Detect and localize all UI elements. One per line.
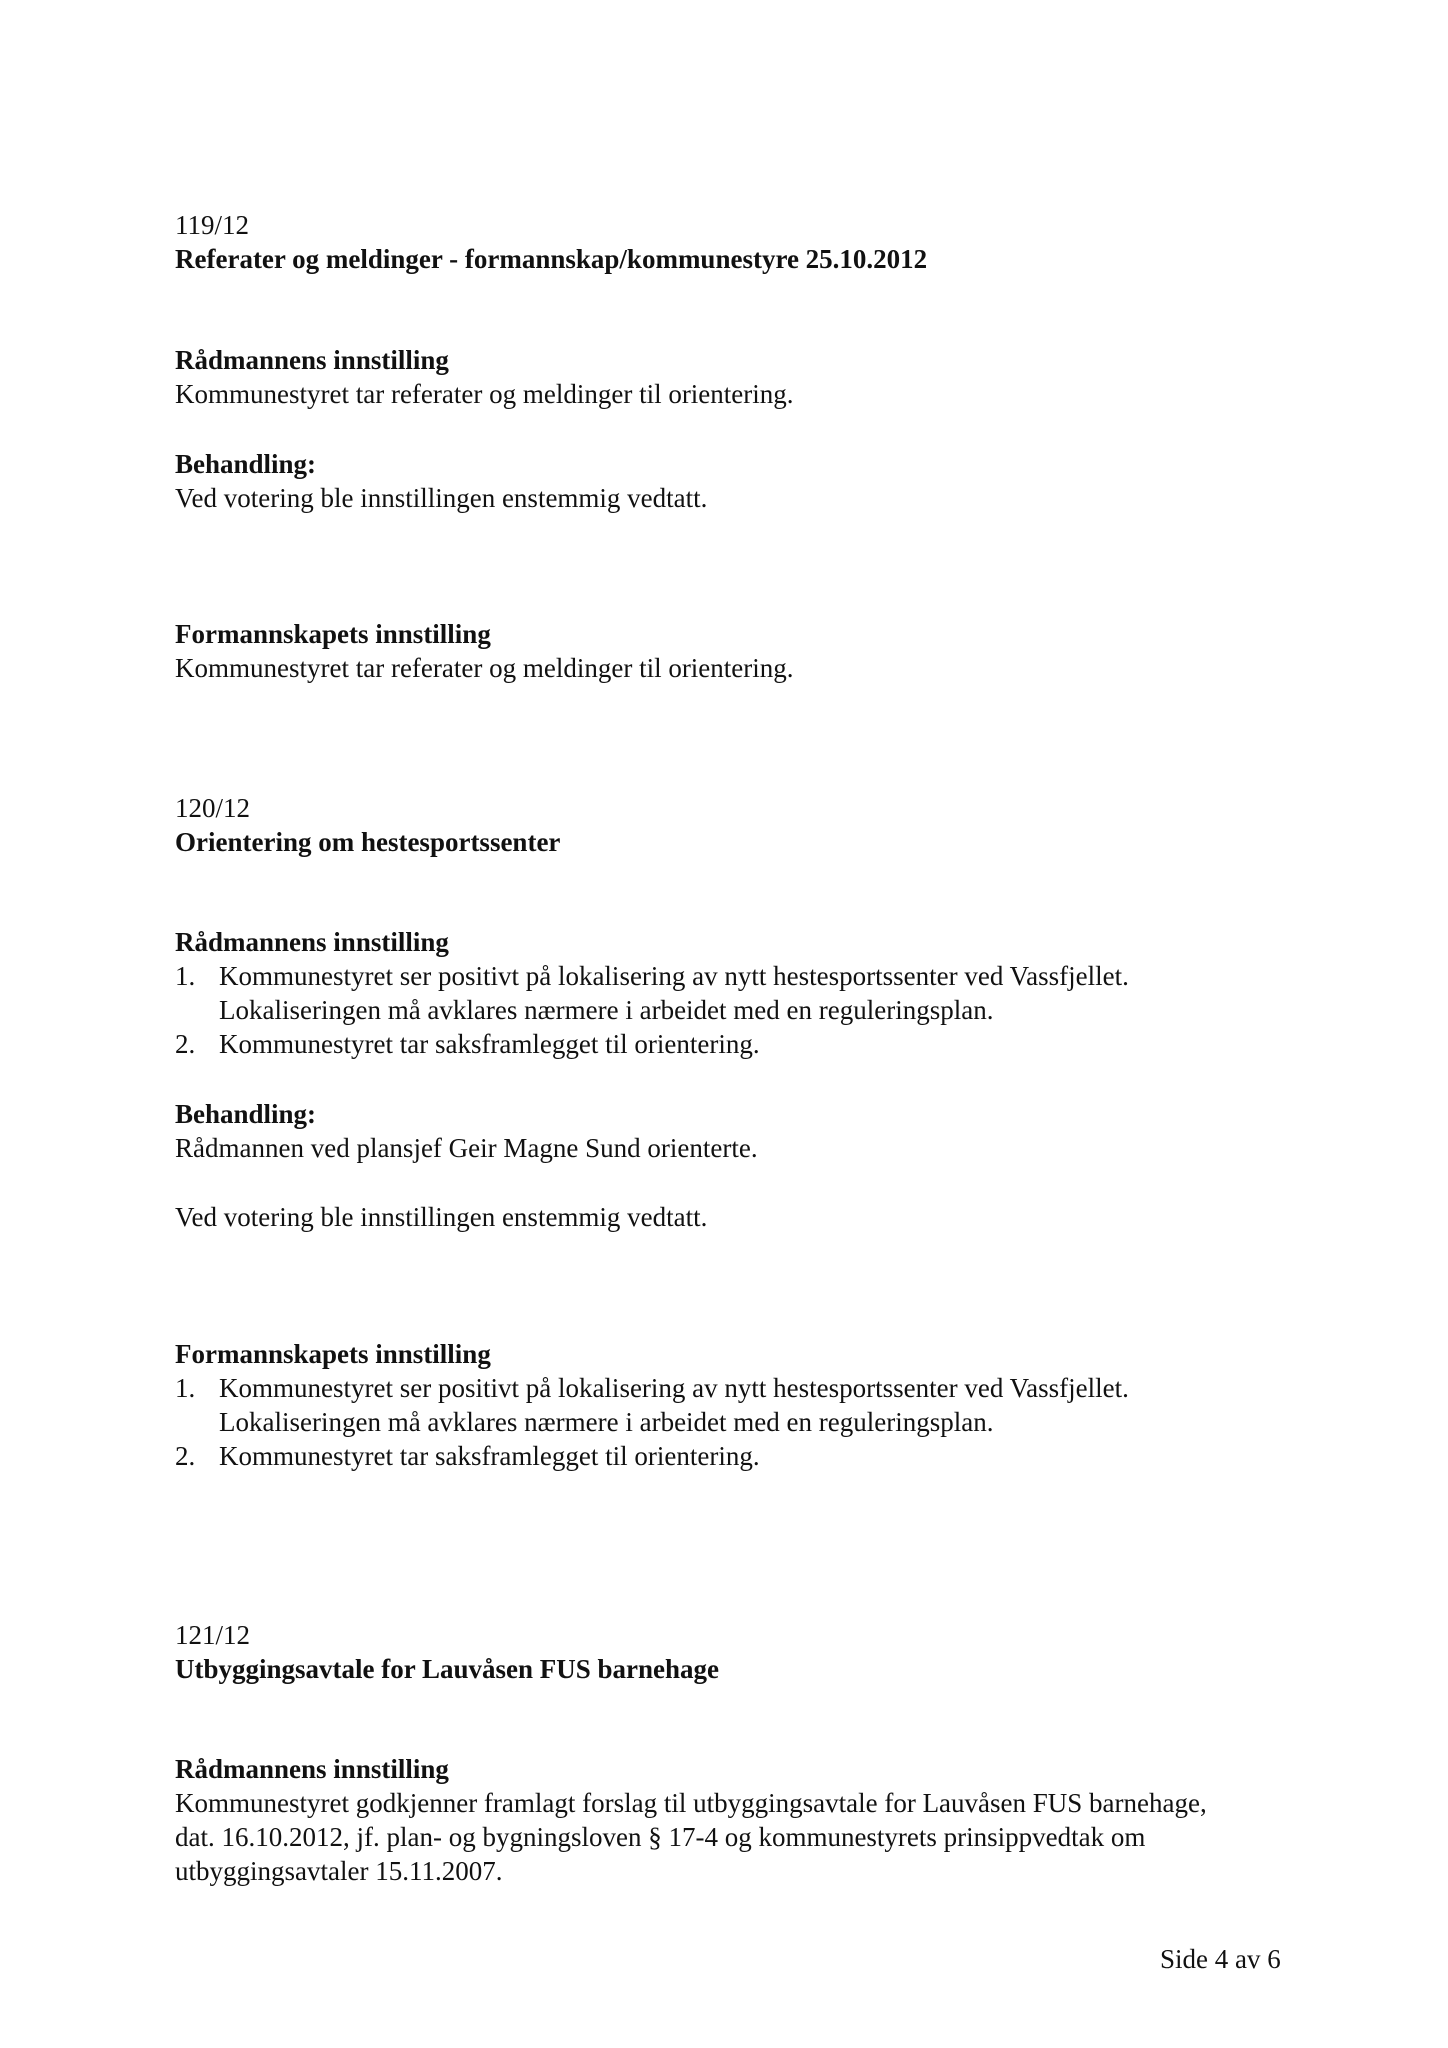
list-item — [175, 1027, 1295, 1061]
formannskap-text: Kommunestyret tar referater og meldinger til orientering. — [175, 653, 794, 683]
case-120-behandling — [175, 1097, 1295, 1165]
radmann-list — [175, 959, 1295, 1061]
list-item — [175, 1371, 1295, 1405]
list-text: Kommunestyret tar saksframlegget til orientering. — [219, 1029, 760, 1059]
case-number: 120/12 — [175, 793, 251, 823]
list-text: Lokaliseringen må avklares nærmere i arbeidet med en reguleringsplan. — [219, 995, 994, 1025]
case-119-header — [175, 208, 1295, 276]
case-119-radmann — [175, 343, 1295, 411]
list-item — [175, 959, 1295, 993]
radmann-text: dat. 16.10.2012, jf. plan- og bygningsloven § 17-4 og kommunestyrets prinsippvedtak om — [175, 1822, 1146, 1852]
list-number: 2. — [175, 1029, 196, 1059]
formannskap-heading: Formannskapets innstilling — [175, 1339, 491, 1369]
radmann-text: utbyggingsavtaler 15.11.2007. — [175, 1856, 503, 1886]
case-title: Referater og meldinger - formannskap/kommunestyre 25.10.2012 — [175, 244, 928, 274]
list-text: Lokaliseringen må avklares nærmere i arbeidet med en reguleringsplan. — [219, 1407, 994, 1437]
list-item — [175, 1439, 1295, 1473]
radmann-heading: Rådmannens innstilling — [175, 345, 449, 375]
radmann-heading: Rådmannens innstilling — [175, 927, 449, 957]
case-number: 119/12 — [175, 210, 249, 240]
case-119-behandling — [175, 447, 1295, 515]
case-number: 121/12 — [175, 1620, 251, 1650]
radmann-text: Kommunestyret godkjenner framlagt forslag til utbyggingsavtale for Lauvåsen FUS barnehage, — [175, 1788, 1207, 1818]
radmann-heading: Rådmannens innstilling — [175, 1754, 449, 1784]
radmann-text: Kommunestyret tar referater og meldinger til orientering. — [175, 379, 794, 409]
case-120-votering — [175, 1200, 1295, 1234]
list-text: Kommunestyret ser positivt på lokalisering av nytt hestesportssenter ved Vassfjellet. — [219, 1373, 1129, 1403]
list-number: 1. — [175, 1373, 196, 1403]
case-120-header — [175, 791, 1295, 859]
list-text: Kommunestyret ser positivt på lokalisering av nytt hestesportssenter ved Vassfjellet. — [219, 961, 1129, 991]
formannskap-heading: Formannskapets innstilling — [175, 619, 491, 649]
behandling-text: Rådmannen ved plansjef Geir Magne Sund orienterte. — [175, 1133, 758, 1163]
case-121-header — [175, 1618, 1295, 1686]
case-120-radmann — [175, 925, 1295, 1061]
behandling-heading: Behandling: — [175, 449, 317, 479]
case-121-radmann — [175, 1752, 1295, 1888]
case-title: Orientering om hestesportssenter — [175, 827, 561, 857]
behandling-heading: Behandling: — [175, 1099, 317, 1129]
case-120-formannskap — [175, 1337, 1295, 1473]
formannskap-list — [175, 1371, 1295, 1473]
behandling-text-2: Ved votering ble innstillingen enstemmig vedtatt. — [175, 1202, 708, 1232]
list-item-continuation — [175, 993, 1295, 1027]
behandling-text: Ved votering ble innstillingen enstemmig vedtatt. — [175, 483, 708, 513]
list-text: Kommunestyret tar saksframlegget til orientering. — [219, 1441, 760, 1471]
list-item-continuation — [175, 1405, 1295, 1439]
case-title: Utbyggingsavtale for Lauvåsen FUS barnehage — [175, 1654, 720, 1684]
page-number: Side 4 av 6 — [1160, 1944, 1281, 1974]
list-number: 2. — [175, 1441, 196, 1471]
case-119-formannskap — [175, 617, 1295, 685]
list-number: 1. — [175, 961, 196, 991]
